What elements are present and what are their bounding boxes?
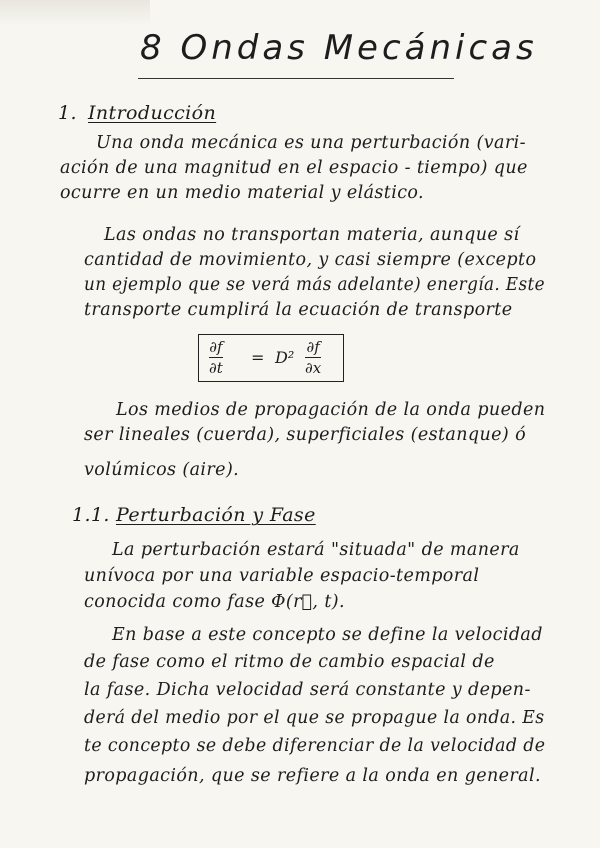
paragraph-line: transporte cumplirá la ecuación de transporte xyxy=(84,300,513,320)
subsection-heading: Perturbación y Fase xyxy=(116,504,316,526)
lhs-fraction: ∂f ∂t xyxy=(209,338,223,377)
paragraph-line: derá del medio por el que se propague la onda. Es xyxy=(84,708,545,728)
transport-equation xyxy=(198,334,344,382)
paragraph-line: Una onda mecánica es una perturbación (vari- xyxy=(96,133,526,153)
paragraph-line: conocida como fase Φ(r⃗, t). xyxy=(84,592,345,612)
paragraph-line: ación de una magnitud en el espacio - tiempo) que xyxy=(60,158,528,178)
paragraph-line: Las ondas no transportan materia, aunque sí xyxy=(104,225,520,245)
subsection-number: 1.1. xyxy=(72,504,110,526)
paragraph-line: Los medios de propagación de la onda pueden xyxy=(116,400,546,420)
page-title: 8 Ondas Mecánicas xyxy=(140,28,538,68)
paragraph-line: ser lineales (cuerda), superficiales (estanque) ó xyxy=(84,425,527,445)
paragraph-line: la fase. Dicha velocidad será constante y depen- xyxy=(84,680,531,700)
diffusion-coefficient: D² xyxy=(275,348,295,367)
paragraph-line: unívoca por una variable espacio-temporal xyxy=(84,566,480,586)
section-number: 1. xyxy=(58,102,77,124)
paragraph-line: La perturbación estará "situada" de manera xyxy=(112,540,520,560)
scan-shadow xyxy=(0,0,150,26)
paragraph-line: cantidad de movimiento, y casi siempre (excepto xyxy=(84,250,537,270)
paragraph-line: propagación, que se refiere a la onda en general. xyxy=(84,766,541,786)
title-underline xyxy=(138,78,454,79)
section-heading: Introducción xyxy=(88,102,217,124)
paragraph-line: de fase como el ritmo de cambio espacial de xyxy=(84,652,495,672)
equals-sign: = xyxy=(251,348,265,367)
rhs-fraction: ∂f ∂x xyxy=(305,338,322,377)
paragraph-line: un ejemplo que se verá más adelante) energía. Este xyxy=(84,275,545,295)
paragraph-line: ocurre en un medio material y elástico. xyxy=(60,183,425,203)
paragraph-line: En base a este concepto se define la velocidad xyxy=(112,625,543,645)
paragraph-line: te concepto se debe diferenciar de la velocidad de xyxy=(84,736,546,756)
paragraph-line: volúmicos (aire). xyxy=(84,460,240,480)
